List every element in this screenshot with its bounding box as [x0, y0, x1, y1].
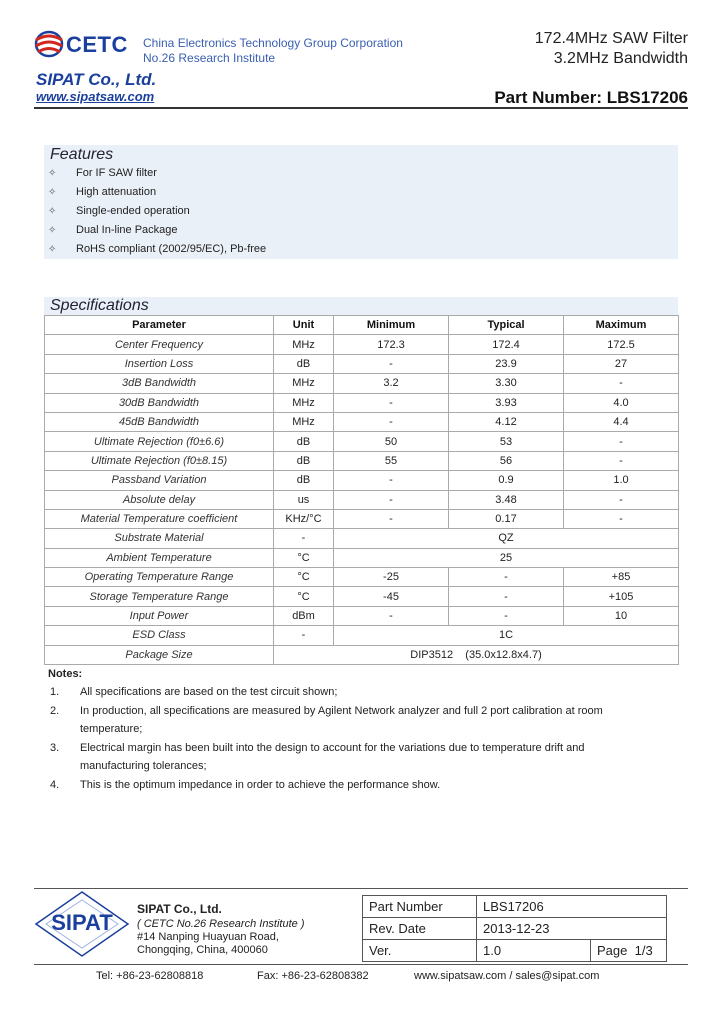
table-cell: Input Power [45, 606, 274, 625]
version-label: Ver. [363, 940, 477, 962]
page-value: 1/3 [634, 943, 653, 958]
item-text: temperature; [80, 723, 143, 735]
table-row [45, 354, 679, 373]
cetc-globe-icon [34, 28, 64, 60]
table-cell: 172.5 [564, 335, 679, 354]
table-cell: DIP3512 (35.0x12.8x4.7) [274, 645, 679, 664]
table-cell: 23.9 [449, 354, 564, 373]
table-cell: - [564, 451, 679, 470]
table-cell: 4.0 [564, 393, 679, 412]
table-cell: dB [274, 354, 334, 373]
table-cell: MHz [274, 412, 334, 431]
note-number: 1. [50, 686, 60, 698]
features-list [44, 164, 678, 259]
table-cell: Substrate Material [45, 529, 274, 548]
table-cell: °C [274, 568, 334, 587]
table-cell: dB [274, 451, 334, 470]
note-number [44, 757, 80, 776]
page-label: Page [597, 943, 628, 958]
col-header-maximum: Maximum [564, 316, 679, 335]
note-number: 4. [50, 778, 60, 791]
item-text: Dual In-line Package [76, 224, 178, 236]
table-cell: 172.4 [449, 335, 564, 354]
table-cell: - [449, 587, 564, 606]
footer-rule [34, 888, 688, 889]
table-cell: - [274, 626, 334, 645]
table-cell: 4.4 [564, 412, 679, 431]
table-cell: 1.0 [564, 471, 679, 490]
col-header-parameter: Parameter [45, 316, 274, 335]
table-cell: 56 [449, 451, 564, 470]
table-cell: Passband Variation [45, 471, 274, 490]
item-text: This is the optimum impedance in order to achieve the performance show. [80, 778, 441, 791]
page-cell [591, 940, 667, 962]
table-cell: Ultimate Rejection (f0±8.15) [45, 451, 274, 470]
rev-date-value: 2013-12-23 [477, 918, 667, 940]
table-cell: - [334, 354, 449, 373]
table-cell: Operating Temperature Range [45, 568, 274, 587]
table-row [45, 374, 679, 393]
list-item [44, 683, 684, 702]
sipat-logo [34, 890, 130, 958]
specifications-title: Specifications [50, 297, 149, 314]
table-row [45, 587, 679, 606]
table-cell: 53 [449, 432, 564, 451]
footer-address-line1: #14 Nanping Huayuan Road, [137, 931, 279, 943]
table-cell: 172.3 [334, 335, 449, 354]
item-text: Single-ended operation [76, 205, 190, 217]
table-cell: dBm [274, 606, 334, 625]
table-cell: QZ [334, 529, 679, 548]
table-cell: +85 [564, 568, 679, 587]
list-item-continued [44, 757, 684, 776]
feature-item [44, 164, 678, 183]
features-title: Features [50, 146, 114, 163]
footer-address-line2: Chongqing, China, 400060 [137, 944, 268, 956]
company-name: SIPAT Co., Ltd. [36, 70, 157, 89]
table-cell: - [334, 606, 449, 625]
table-cell: MHz [274, 335, 334, 354]
table-row [45, 606, 679, 625]
feature-item [44, 202, 678, 221]
cetc-logo [34, 28, 134, 62]
table-cell: 27 [564, 354, 679, 373]
table-cell: dB [274, 432, 334, 451]
table-row [45, 432, 679, 451]
table-row [363, 940, 667, 962]
part-number-value: LBS17206 [477, 896, 667, 918]
table-cell: - [334, 471, 449, 490]
table-cell: Ambient Temperature [45, 548, 274, 567]
list-item [44, 739, 684, 758]
specifications-table [44, 315, 679, 665]
table-row [45, 568, 679, 587]
note-number: 2. [50, 704, 60, 717]
notes-list [44, 683, 684, 794]
table-cell: +105 [564, 587, 679, 606]
item-text: RoHS compliant (2002/95/EC), Pb-free [76, 243, 267, 255]
table-cell: 30dB Bandwidth [45, 393, 274, 412]
table-cell: Storage Temperature Range [45, 587, 274, 606]
sipat-logo-text: SIPAT [51, 910, 113, 935]
table-row [45, 412, 679, 431]
table-row [45, 335, 679, 354]
product-bandwidth: 3.2MHz Bandwidth [553, 50, 688, 67]
list-item [44, 702, 684, 721]
table-cell: - [449, 606, 564, 625]
table-cell: 50 [334, 432, 449, 451]
table-row [363, 918, 667, 940]
table-cell: - [334, 490, 449, 509]
table-row [45, 548, 679, 567]
table-row [45, 529, 679, 548]
table-cell: 3.93 [449, 393, 564, 412]
notes-title: Notes: [48, 668, 83, 680]
table-cell: ESD Class [45, 626, 274, 645]
list-item-continued [44, 720, 684, 739]
note-number: 3. [50, 741, 60, 754]
item-text: All specifications are based on the test circuit shown; [80, 686, 338, 698]
item-text: manufacturing tolerances; [80, 760, 207, 772]
table-cell: 1C [334, 626, 679, 645]
bullet-icon: ✧ [48, 206, 57, 217]
table-cell: - [274, 529, 334, 548]
item-text: High attenuation [76, 186, 157, 198]
table-cell: - [564, 509, 679, 528]
table-cell: - [564, 490, 679, 509]
cetc-logo-text: CETC [66, 32, 128, 57]
item-text: Electrical margin has been built into the design to account for the variations due to temperature drift and [80, 741, 585, 754]
table-cell: - [564, 374, 679, 393]
table-row [45, 451, 679, 470]
table-cell: 0.17 [449, 509, 564, 528]
footer-fax: Fax: +86-23-62808382 [257, 970, 369, 982]
org-name: China Electronics Technology Group Corporation [143, 36, 403, 50]
table-cell: Package Size [45, 645, 274, 664]
version-value: 1.0 [477, 940, 591, 962]
footer-institute: ( CETC No.26 Research Institute ) [137, 918, 305, 930]
item-text: For IF SAW filter [76, 167, 157, 179]
table-cell: MHz [274, 393, 334, 412]
table-row [45, 490, 679, 509]
table-cell: - [334, 509, 449, 528]
bullet-icon: ✧ [48, 244, 57, 255]
table-cell: Material Temperature coefficient [45, 509, 274, 528]
table-row [363, 896, 667, 918]
col-header-unit: Unit [274, 316, 334, 335]
bullet-icon: ✧ [48, 225, 57, 236]
item-text: In production, all specifications are measured by Agilent Network analyzer and full 2 port calibration at room [80, 704, 603, 717]
feature-item [44, 183, 678, 202]
part-number: Part Number: LBS17206 [494, 88, 688, 107]
table-cell: 3.48 [449, 490, 564, 509]
table-cell: Absolute delay [45, 490, 274, 509]
table-cell: KHz/°C [274, 509, 334, 528]
table-header-row [45, 316, 679, 335]
header-rule [34, 107, 688, 109]
table-cell: -25 [334, 568, 449, 587]
note-number [44, 720, 80, 739]
rev-date-label: Rev. Date [363, 918, 477, 940]
table-cell: - [334, 393, 449, 412]
table-cell: MHz [274, 374, 334, 393]
table-row [45, 645, 679, 664]
table-cell: - [449, 568, 564, 587]
table-row [45, 393, 679, 412]
table-cell: us [274, 490, 334, 509]
table-cell: - [564, 432, 679, 451]
table-cell: - [334, 412, 449, 431]
table-cell: 0.9 [449, 471, 564, 490]
feature-item [44, 240, 678, 259]
bullet-icon: ✧ [48, 168, 57, 179]
footer-bottom-rule [34, 964, 688, 965]
table-cell: 10 [564, 606, 679, 625]
footer-tel: Tel: +86-23-62808818 [96, 970, 204, 982]
website-link[interactable]: www.sipatsaw.com [36, 89, 155, 104]
table-cell: Insertion Loss [45, 354, 274, 373]
feature-item [44, 221, 678, 240]
table-cell: -45 [334, 587, 449, 606]
part-number-label: Part Number [363, 896, 477, 918]
institute-name: No.26 Research Institute [143, 51, 276, 65]
footer-web-email[interactable]: www.sipatsaw.com / sales@sipat.com [414, 970, 600, 982]
table-cell: Ultimate Rejection (f0±6.6) [45, 432, 274, 451]
table-cell: 25 [334, 548, 679, 567]
table-row [45, 509, 679, 528]
col-header-minimum: Minimum [334, 316, 449, 335]
table-row [45, 626, 679, 645]
table-cell: dB [274, 471, 334, 490]
features-panel [44, 145, 678, 259]
col-header-typical: Typical [449, 316, 564, 335]
list-item [44, 776, 684, 795]
table-cell: 4.12 [449, 412, 564, 431]
product-title: 172.4MHz SAW Filter [534, 30, 688, 47]
table-cell: 45dB Bandwidth [45, 412, 274, 431]
table-cell: 3.30 [449, 374, 564, 393]
document-info-table [362, 895, 667, 962]
table-cell: 3.2 [334, 374, 449, 393]
specifications-header-band [44, 297, 678, 315]
table-cell: Center Frequency [45, 335, 274, 354]
table-row [45, 471, 679, 490]
bullet-icon: ✧ [48, 187, 57, 198]
footer-company: SIPAT Co., Ltd. [137, 902, 222, 916]
table-cell: 3dB Bandwidth [45, 374, 274, 393]
table-cell: °C [274, 548, 334, 567]
table-cell: °C [274, 587, 334, 606]
table-cell: 55 [334, 451, 449, 470]
